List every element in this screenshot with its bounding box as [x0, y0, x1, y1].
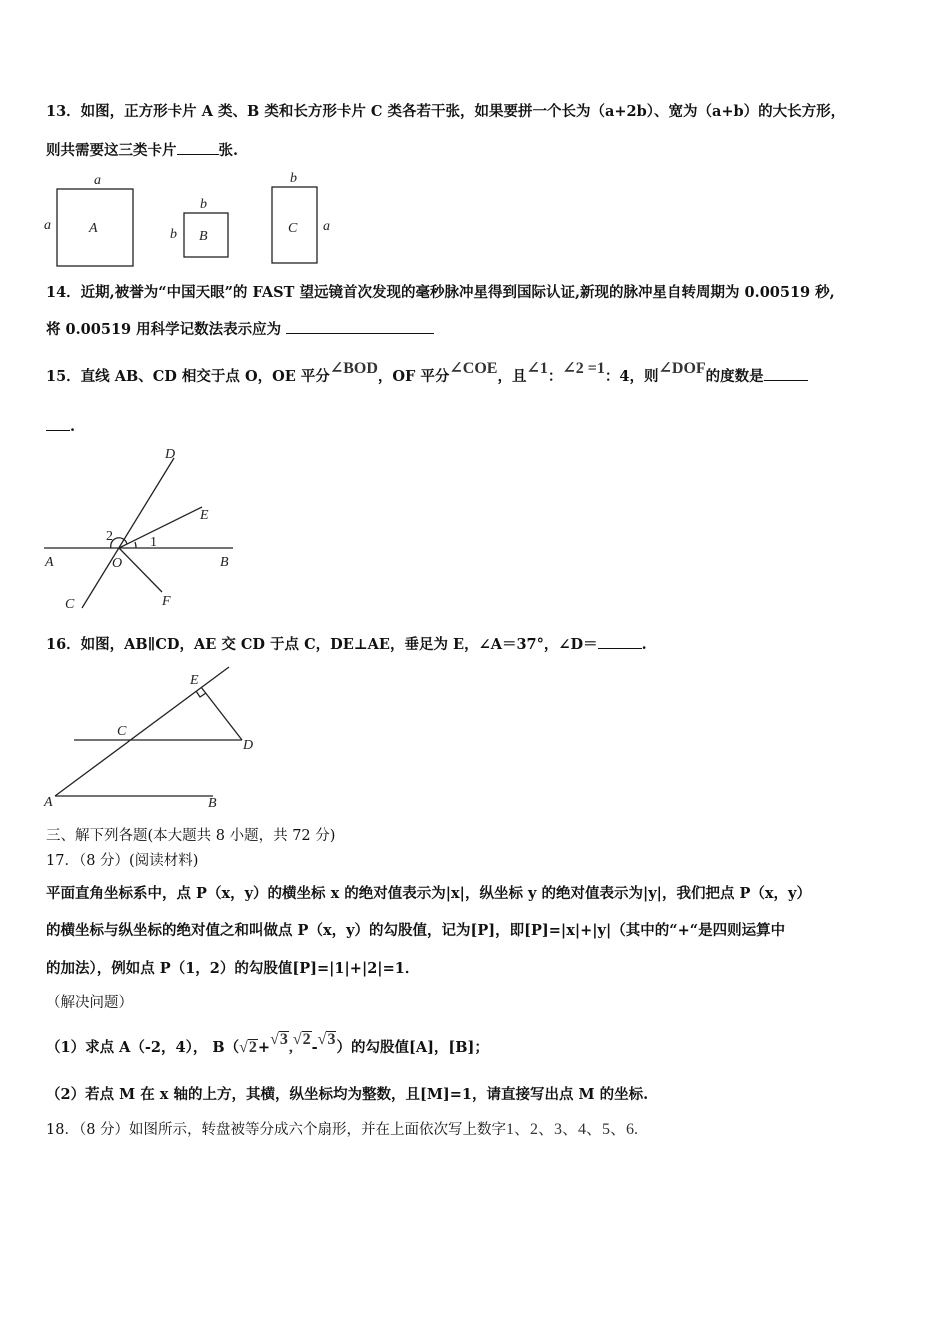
q17-line3: 的加法），例如点 P（1，2）的勾股值[P]=|1|+|2|=1． — [46, 960, 420, 977]
q13-line1: 13．如图，正方形卡片 A 类、B 类和长方形卡片 C 类各若干张，如果要拼一个长为（a+2b）、宽为（a+b）的大长方形， — [46, 103, 846, 120]
card-b-top-label: b — [200, 197, 207, 212]
q15-text-3: ，且 — [497, 368, 527, 385]
label-e: E — [190, 673, 199, 688]
angle-coe: ∠COE — [449, 360, 498, 377]
answer-blank — [177, 140, 219, 155]
sqrt-2a: √2 — [239, 1039, 257, 1056]
angle-dof: ∠DOF — [658, 360, 706, 377]
line-ae — [55, 667, 229, 796]
q13-line2-end: 张. — [218, 142, 239, 159]
radicand: 2 — [302, 1031, 311, 1048]
q15-end: . — [70, 418, 76, 435]
q17-solve-heading: （解决问题） — [46, 995, 133, 1011]
line-cd — [82, 458, 174, 608]
answer-blank — [598, 634, 642, 649]
label-b: B — [208, 796, 217, 811]
card-c — [272, 171, 330, 263]
sqrt-2b: √2 — [292, 1031, 311, 1048]
q17-head: 17．（8 分）(阅读材料) — [46, 853, 199, 869]
q18-numbers: 1、2、3、4、5、6. — [506, 1121, 639, 1138]
comma: , — [288, 1039, 293, 1056]
q15-text-1: 15．直线 AB、CD 相交于点 O，OE 平分 — [46, 368, 330, 385]
q14-line2 — [46, 319, 434, 340]
answer-blank — [764, 366, 808, 381]
answer-blank — [286, 319, 434, 334]
q15-line — [46, 360, 808, 387]
segment-de — [201, 687, 242, 740]
label-c: C — [65, 597, 75, 612]
label-a: A — [44, 795, 53, 810]
q13-line2-text: 则共需要这三类卡片 — [46, 142, 177, 159]
label-angle-2: 2 — [106, 529, 113, 544]
radicand: 3 — [279, 1031, 288, 1048]
q17-part2: （2）若点 M 在 x 轴的上方，其横，纵坐标均为整数，且[M]=1，请直接写出点 M 的坐标. — [46, 1086, 649, 1103]
q17-part1 — [46, 1031, 489, 1058]
label-e: E — [200, 508, 209, 523]
radicand: 3 — [327, 1031, 336, 1048]
q15-text-2: ，OF 平分 — [377, 368, 450, 385]
q17-part1-text: （1）求点 A（-2，4）， B（ — [46, 1039, 240, 1056]
label-angle-1: 1 — [150, 535, 157, 550]
label-c: C — [117, 724, 127, 739]
q17-part1-end: ）的勾股值[A]，[B]； — [336, 1039, 489, 1056]
q13-cards-figure — [40, 170, 340, 270]
q15-text-5: 的度数是 — [705, 368, 764, 385]
card-c-label: C — [288, 221, 298, 236]
angle-1-arc — [135, 542, 136, 548]
card-c-top-label: b — [290, 171, 297, 186]
q17-line1: 平面直角坐标系中，点 P（x，y）的横坐标 x 的绝对值表示为|x|，纵坐标 y 的绝对值表示为|y|，我们把点 P（x，y） — [46, 885, 811, 902]
ray-of — [119, 548, 162, 592]
q17-line2: 的横坐标与纵坐标的绝对值之和叫做点 P（x，y）的勾股值，记为[P]，即[P]=|x|+|y|（其中的“+“是四则运算中 — [46, 922, 786, 939]
label-b: B — [220, 555, 229, 570]
q18-line — [46, 1120, 638, 1140]
q15-text-4: ：4，则 — [604, 368, 659, 385]
q16-text: 16．如图，AB∥CD，AE 交 CD 于点 C，DE⊥AE，垂足为 E，∠A＝37°，∠D＝ — [46, 636, 598, 653]
card-a-side-label: a — [44, 218, 51, 233]
section-heading: 三、解下列各题(本大题共 8 小题，共 72 分) — [46, 828, 336, 844]
label-f: F — [162, 594, 171, 609]
minus-sign: - — [311, 1039, 318, 1056]
q14-line1: 14．近期,被誉为“中国天眼”的 FAST 望远镜首次发现的毫秒脉冲星得到国际认证,新现的脉冲星自转周期为 0.00519 秒, — [46, 284, 835, 301]
card-c-side-label: a — [323, 219, 330, 234]
q15-colon: ： — [547, 368, 563, 385]
plus-sign: + — [257, 1039, 271, 1056]
label-d: D — [243, 738, 254, 753]
label-o: O — [112, 556, 123, 571]
card-b — [170, 197, 228, 257]
card-a — [44, 173, 133, 266]
q16-end: . — [641, 636, 647, 653]
q15-lines-figure — [40, 440, 250, 615]
q14-line2-text: 将 0.00519 用科学记数法表示应为 — [46, 321, 282, 338]
q16-parallel-figure — [40, 660, 270, 815]
angle-1: ∠1 — [526, 360, 548, 377]
angle-2-arc — [111, 538, 127, 548]
card-a-label: A — [89, 221, 98, 236]
answer-blank-cont — [46, 416, 70, 431]
q18-text: 18．（8 分）如图所示，转盘被等分成六个扇形，并在上面依次写上数字 — [46, 1122, 507, 1138]
angle-2: ∠2 =1 — [562, 360, 605, 377]
sqrt-3b: √3 — [317, 1031, 336, 1048]
q15-line2 — [46, 416, 75, 437]
label-a: A — [45, 555, 54, 570]
card-b-label: B — [199, 229, 208, 244]
q16-line — [46, 634, 647, 655]
card-b-side-label: b — [170, 227, 177, 242]
label-d: D — [165, 447, 176, 462]
sqrt-3a: √3 — [270, 1031, 288, 1048]
radicand: 2 — [248, 1039, 257, 1056]
q13-line2 — [46, 140, 238, 161]
angle-bod: ∠BOD — [329, 360, 378, 377]
card-a-top-label: a — [94, 173, 101, 188]
